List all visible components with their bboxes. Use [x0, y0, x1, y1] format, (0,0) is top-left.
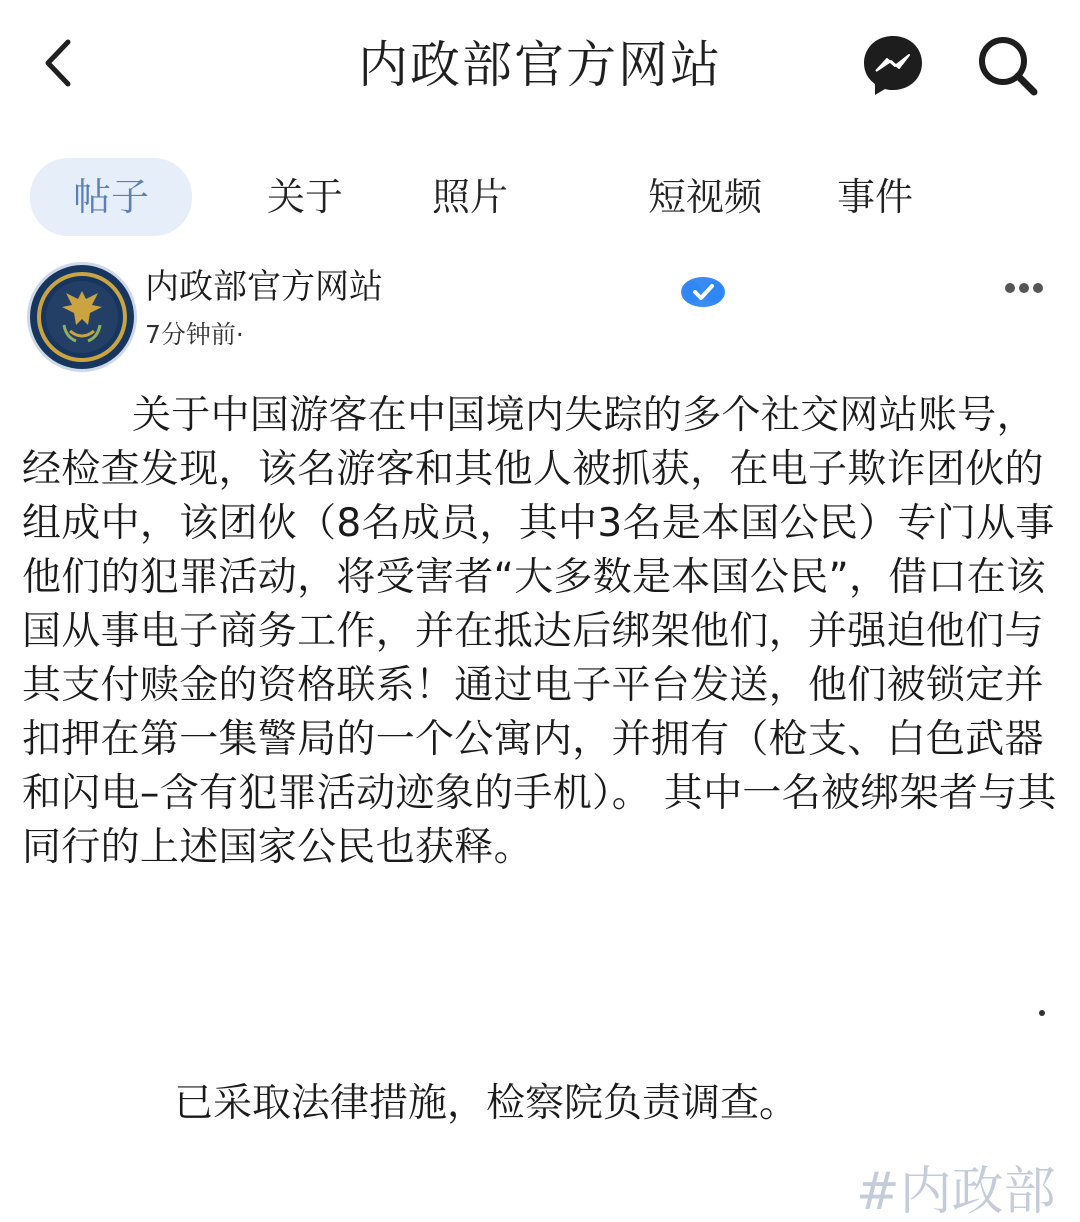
- verified-check-icon: [678, 273, 728, 311]
- post-body-text: 关于中国游客在中国境内失踪的多个社交网站账号，经检查发现，该名游客和其他人被抓获，在电子欺诈团伙的组成中，该团伙（8名成员，其中3名是本国公民）专门从事他们的犯罪活动，将受害者“大多数是本国公民”，借口在该国从事电子商务工作，并在抵达后绑架他们，并强迫他们与其支付赎金的资格联系！通过电子平台发送，他们被锁定并扣押在第一集警局的一个公寓内，并拥有（枪支、白色武器和闪电–含有犯罪活动迹象的手机）。 其中一名被绑架者与其同行的上述国家公民也获释。: [22, 393, 1057, 870]
- tab-reels[interactable]: 短视频: [647, 175, 762, 219]
- avatar[interactable]: [30, 265, 134, 369]
- ministry-emblem-icon: [30, 265, 134, 369]
- verified-badge: [678, 273, 728, 311]
- more-horizontal-icon: [994, 268, 1054, 308]
- page-title: 内政部官方网站: [358, 36, 722, 94]
- messenger-button[interactable]: [856, 28, 930, 102]
- chevron-left-icon: [28, 28, 98, 98]
- more-options-button[interactable]: [994, 268, 1054, 308]
- messenger-icon: [856, 28, 930, 102]
- divider-dot: [1039, 1010, 1045, 1016]
- tab-about[interactable]: 关于: [266, 175, 343, 219]
- back-button[interactable]: [28, 28, 98, 98]
- search-button[interactable]: [970, 28, 1044, 102]
- tab-photos[interactable]: 照片: [431, 175, 508, 219]
- profile-tabs: [0, 150, 1080, 245]
- post-note-text: 已采取法律措施，检察院负责调查。: [174, 1081, 799, 1126]
- tab-events[interactable]: 事件: [836, 175, 913, 219]
- author-name[interactable]: 内政部官方网站: [145, 267, 383, 307]
- hashtag-link[interactable]: #内政部: [856, 1162, 1056, 1222]
- tab-posts[interactable]: 帖子: [30, 158, 192, 236]
- top-bar: [0, 0, 1080, 130]
- search-icon: [970, 28, 1044, 102]
- post-timestamp: 7分钟前·: [145, 320, 244, 349]
